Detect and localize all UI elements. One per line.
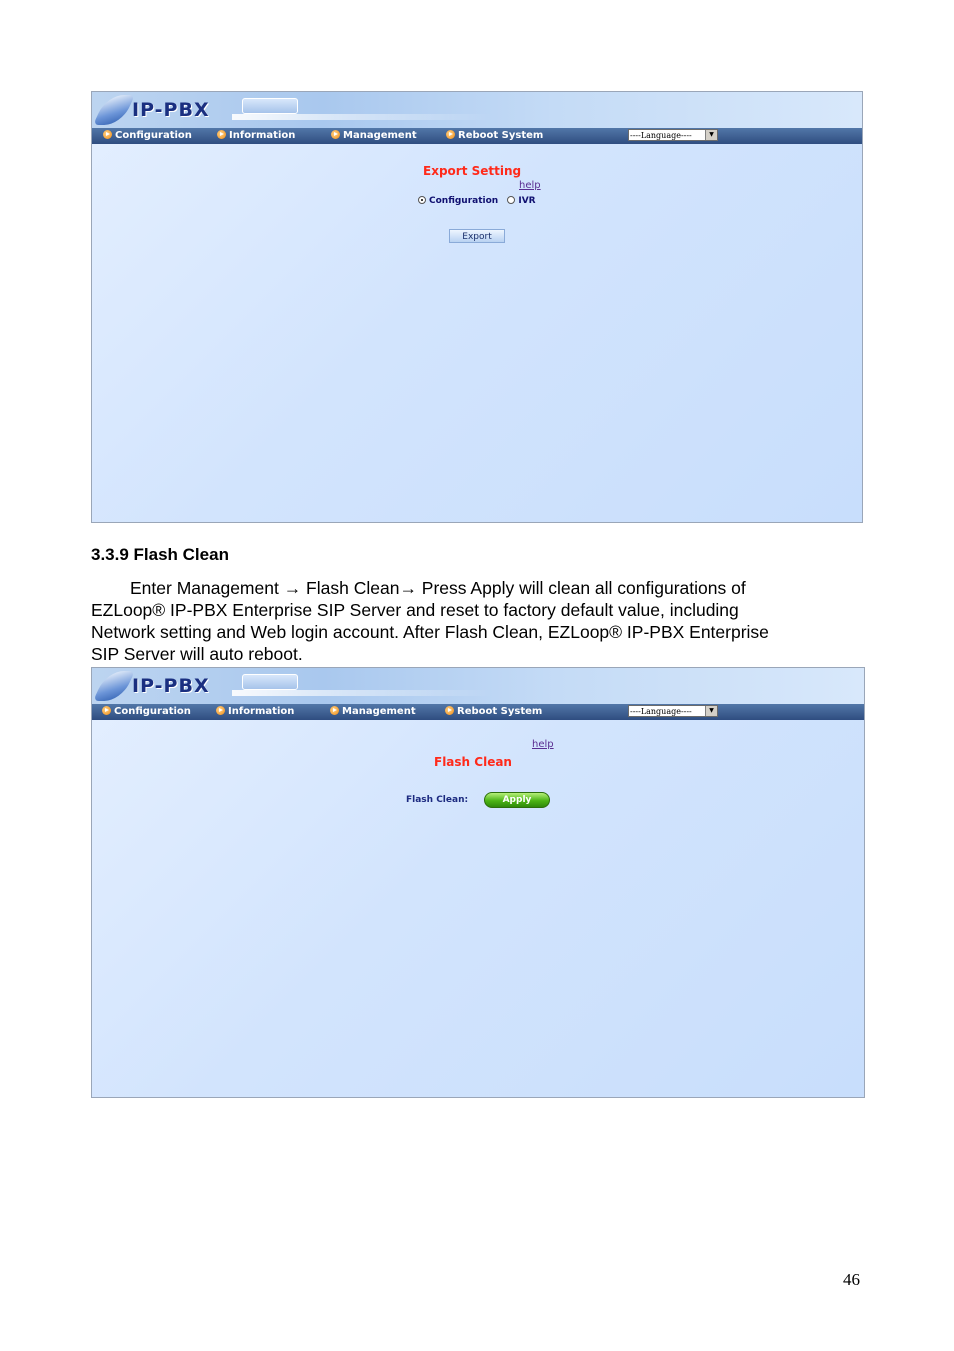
app-logo: IP-PBX — [132, 675, 210, 697]
language-select[interactable]: ----Language---- ▼ — [628, 129, 718, 141]
export-button[interactable]: Export — [449, 229, 505, 243]
flash-clean-screenshot — [91, 667, 865, 1098]
arrow-bullet-icon — [102, 706, 111, 715]
logo-decoration — [242, 98, 298, 114]
apply-button[interactable]: Apply — [484, 792, 550, 808]
app-logo: IP-PBX — [132, 99, 210, 121]
nav-management[interactable]: Management — [331, 129, 417, 143]
header-banner — [92, 668, 864, 704]
arrow-bullet-icon — [103, 130, 112, 139]
nav-bar — [92, 704, 864, 720]
export-type-options — [418, 196, 536, 206]
nav-reboot-system[interactable]: Reboot System — [445, 705, 542, 719]
radio-ivr[interactable]: IVR — [507, 196, 535, 206]
help-link[interactable]: help — [532, 739, 554, 750]
nav-configuration[interactable]: Configuration — [102, 705, 191, 719]
nav-information[interactable]: Information — [216, 705, 294, 719]
nav-management[interactable]: Management — [330, 705, 416, 719]
logo-decoration — [242, 674, 298, 690]
help-link[interactable]: help — [519, 180, 541, 191]
arrow-bullet-icon — [217, 130, 226, 139]
chevron-down-icon: ▼ — [705, 706, 717, 716]
nav-reboot-system[interactable]: Reboot System — [446, 129, 543, 143]
page-title: Flash Clean — [434, 755, 512, 769]
nav-configuration[interactable]: Configuration — [103, 129, 192, 143]
section-heading: 3.3.9 Flash Clean — [91, 545, 229, 564]
arrow-bullet-icon — [216, 706, 225, 715]
arrow-bullet-icon — [446, 130, 455, 139]
page-title: Export Setting — [423, 164, 522, 178]
body-paragraph — [91, 577, 863, 665]
arrow-bullet-icon — [445, 706, 454, 715]
logo-streak — [232, 114, 492, 120]
header-banner — [92, 92, 862, 128]
logo-swoosh-icon — [93, 671, 135, 701]
paragraph-line: Network setting and Web login account. After Flash Clean, EZLoop® IP-PBX Enterprise — [91, 622, 769, 642]
paragraph-line: SIP Server will auto reboot. — [91, 644, 303, 664]
nav-information[interactable]: Information — [217, 129, 295, 143]
logo-streak — [232, 690, 492, 696]
export-setting-screenshot — [91, 91, 863, 523]
paragraph-line: EZLoop® IP-PBX Enterprise SIP Server and reset to factory default value, including — [91, 600, 739, 620]
arrow-bullet-icon — [331, 130, 340, 139]
chevron-down-icon: ▼ — [705, 130, 717, 140]
radio-unchecked-icon — [507, 196, 515, 204]
logo-swoosh-icon — [93, 95, 135, 125]
radio-checked-icon — [418, 196, 426, 204]
page-number: 46 — [843, 1270, 860, 1289]
nav-bar — [92, 128, 862, 144]
radio-configuration[interactable]: Configuration — [418, 196, 498, 206]
flash-clean-label: Flash Clean: — [406, 795, 469, 805]
paragraph-line: Enter Management → Flash Clean→ Press Apply will clean all configurations of — [130, 578, 746, 598]
language-select[interactable]: ----Language---- ▼ — [628, 705, 718, 717]
arrow-bullet-icon — [330, 706, 339, 715]
